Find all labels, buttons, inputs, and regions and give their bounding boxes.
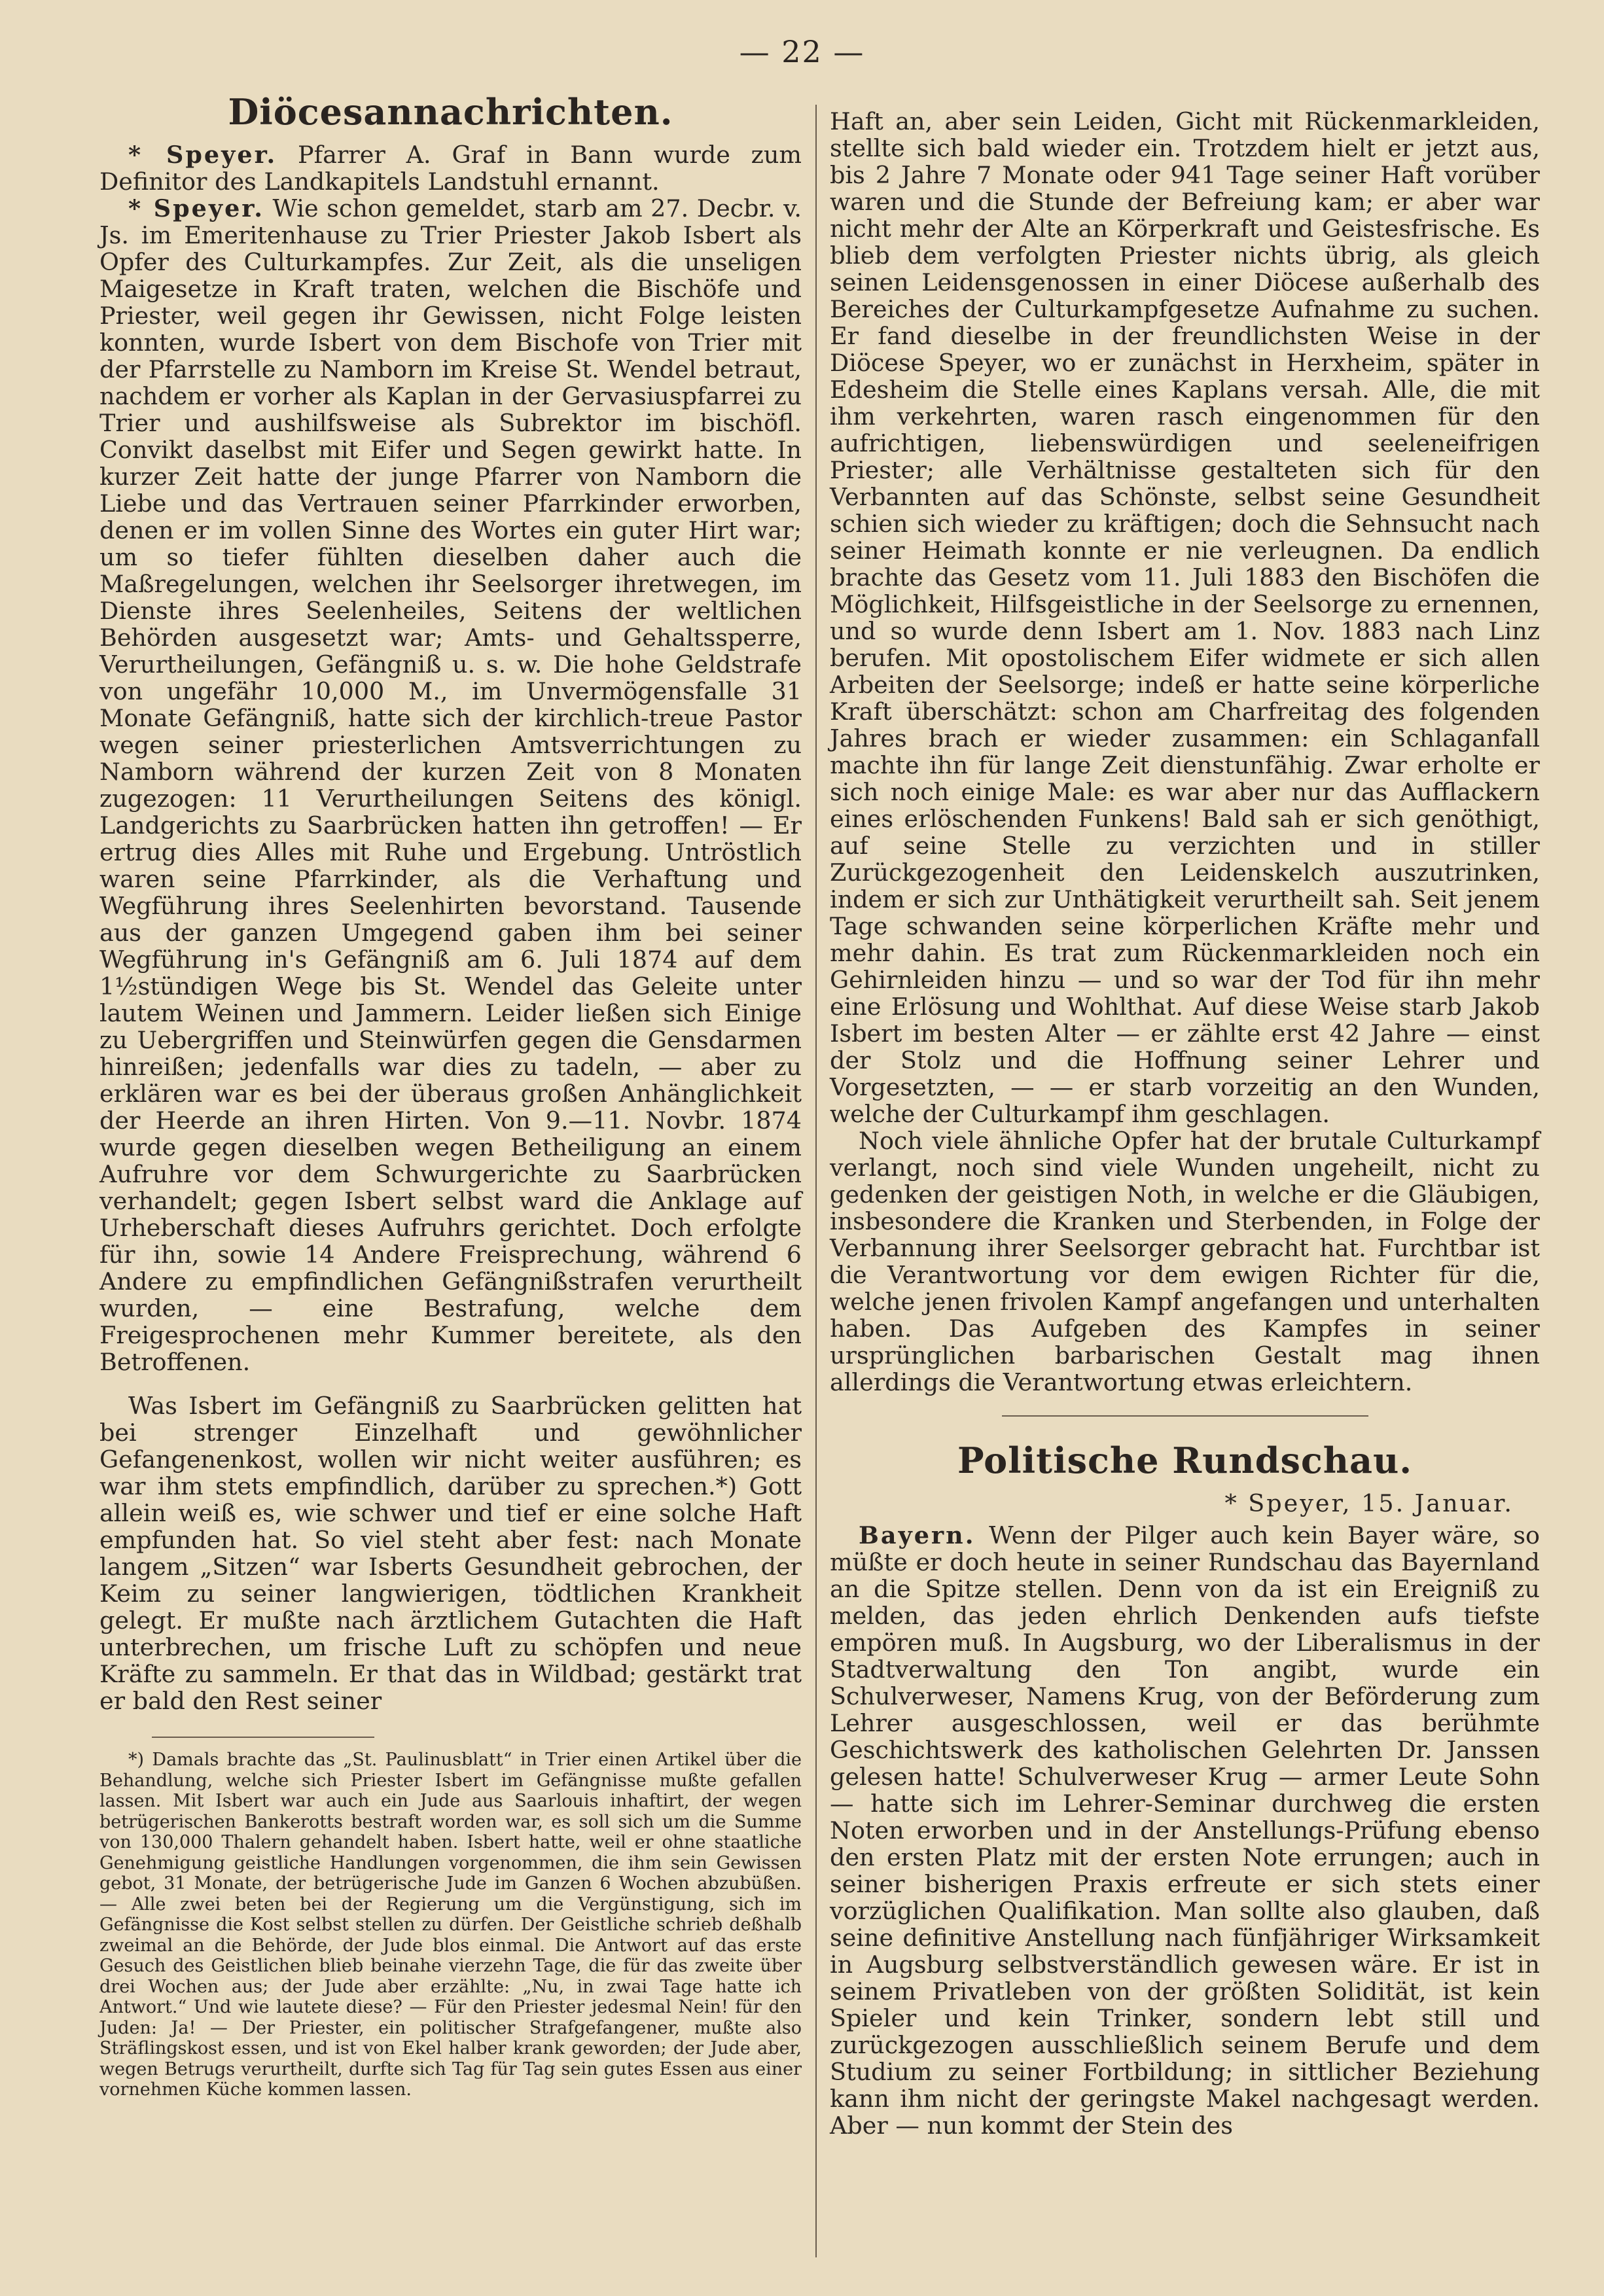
article-text: Wenn der Pilger auch kein Bayer wäre, so müßte er doch heute in seiner Rundschau das Bayernland an die Spitze stellen. Denn von da ist ein Ereigniß zu melden, das jeden ehrlich Denkenden aufs tiefste empören muß. In Augsburg, wo der Liberalismus in der Stadtverwaltung den Ton angibt, wurde ein Schulverweser, Namens Krug, von der Beförderung zum Lehrer ausgeschlossen, weil er das berühmte Geschichtswerk des katholischen Gelehrten Dr. Janssen gelesen hatte! Schulverweser Krug — armer Leute Sohn — hatte sich im Lehrer-Seminar durchweg die ersten Noten erworben und in der Anstellungs-Prüfung ebenso den ersten Platz mit der ersten Note errungen; auch in seiner bisherigen Praxis erfreute er sich stets einer vorzüglichen Qualifikation. Man sollte also glauben, daß seine definitive Anstellung nach fünfjähriger Wirksamkeit in Augsburg selbstverständlich gewesen wäre. Er ist in seinem Privatleben von der größten Solidität, ist kein Spieler und kein Trinker, sondern lebt still und zurückgezogen ausschließlich seinem Berufe und dem Studium zu seiner Fortbildung; in sittlicher Beziehung kann ihm nicht der geringste Makel nachgesagt werden. Aber — nun kommt der Stein des — [830, 1521, 1540, 2140]
article-text: Pfarrer A. Graf in Bann wurde zum Definitor des Landkapitels Landstuhl ernannt. — [99, 141, 802, 196]
page-number: — 22 — — [739, 34, 865, 69]
article-paragraph: Noch viele ähnliche Opfer hat der brutale Culturkampf verlangt, noch sind viele Wunden ungeheilt, nicht zu gedenken der geistigen Noth, in welche er die Gläubigen, insbesondere die Kranken und Sterbenden, in Folge der Verbannung ihrer Seelsorger gebracht hat. Furchtbar ist die Verantwortung vor dem ewigen Richter für die, welche jenen frivolen Kampf angefangen und unterhalten haben. Das Aufgeben des Kampfes in seiner ursprünglichen barbarischen Gestalt mag ihnen allerdings die Verantwortung etwas erleichtern. — [830, 1127, 1540, 1396]
right-column — [830, 108, 1540, 2139]
article-text: Wie schon gemeldet, starb am 27. Decbr. v. Js. im Emeritenhause zu Trier Priester Jakob Isbert als Opfer des Culturkampfes. Zur Zeit, als die unseligen Maigesetze in Kraft traten, welchen die Bischöfe und Priester, weil gegen ihr Gewissen, nicht Folge leisten konnten, wurde Isbert von dem Bischofe von Trier mit der Pfarrstelle zu Namborn im Kreise St. Wendel betraut, nachdem er vorher als Kaplan in der Gervasiuspfarrei zu Trier und aushilfsweise als Subrektor im bischöfl. Convikt daselbst mit Eifer und Segen gewirkt hatte. In kurzer Zeit hatte der junge Pfarrer von Namborn die Liebe und das Vertrauen seiner Pfarrkinder erworben, denen er im vollen Sinne des Wortes ein guter Hirt war; um so tiefer fühlten dieselben daher auch die Maßregelungen, welchen ihr Seelsorger ihretwegen, im Dienste ihres Seelenheiles, Seitens der weltlichen Behörden ausgesetzt war; Amts- und Gehaltssperre, Verurtheilungen, Gefängniß u. s. w. Die hohe Geldstrafe von ungefähr 10,000 M., im Unvermögensfalle 31 Monate Gefängniß, hatte sich der kirchlich-treue Pastor wegen seiner priesterlichen Amtsverrichtungen zu Namborn während der kurzen Zeit von 8 Monaten zugezogen: 11 Verurtheilungen Seitens des königl. Landgerichts zu Saarbrücken hatten ihn getroffen! — Er ertrug dies Alles mit Ruhe und Ergebung. Untröstlich waren seine Pfarrkinder, als die Verhaftung und Wegführung ihres Seelenhirten bevorstand. Tausende aus der ganzen Umgegend gaben ihm bei seiner Wegführung in's Gefängniß am 6. Juli 1874 auf dem 1½stündigen Wege bis St. Wendel das Geleite unter lautem Weinen und Jammern. Leider ließen sich Einige zu Uebergriffen und Steinwürfen gegen die Gensdarmen hinreißen; jedenfalls war dies zu tadeln, — aber zu erklären war es bei der überaus großen Anhänglichkeit der Heerde an ihren Hirten. Von 9.—11. Novbr. 1874 wurde gegen dieselben wegen Betheiligung an einem Aufruhre vor dem Schwurgerichte zu Saarbrücken verhandelt; gegen Isbert selbst ward die Anklage auf Urheberschaft dieses Aufruhrs gerichtet. Doch erfolgte für ihn, sowie 14 Andere Freisprechung, während 6 Andere zu empfindlichen Gefängnißstrafen verurtheilt wurden, — eine Bestrafung, welche dem Freigesprochenen mehr Kummer bereitete, als den Betroffenen. — [99, 194, 802, 1376]
diocesan-news-heading: Diöcesannachrichten. — [228, 91, 673, 133]
spacer — [99, 1375, 802, 1392]
left-column — [99, 92, 802, 2100]
footnote-divider — [152, 1737, 374, 1738]
footnote: *) Damals brachte das „St. Paulinusblatt“ in Trier einen Artikel über die Behandlung, welche sich Priester Isbert im Gefängnisse mußte gefallen lassen. Mit Isbert war auch ein Jude aus Saarlouis inhaftirt, der wegen betrügerischen Bankerotts bestraft worden war, es soll sich um die Summe von 130,000 Thalern gehandelt haben. Isbert hatte, weil er ohne staatliche Genehmigung geistliche Handlungen vorgenommen, die ihm sein Gewissen gebot, 31 Monate, der betrügerische Jude im Ganzen 6 Wochen abzubüßen. — Alle zwei beten bei der Regierung um die Vergünstigung, sich im Gefängnisse die Kost selbst stellen zu dürfen. Der Geistliche schrieb deßhalb zweimal an die Behörde, der Jude blos einmal. Die Antwort auf das erste Gesuch des Geistlichen blieb beinahe vierzehn Tage, die für das zweite über drei Wochen aus; der Jude aber erzählte: „Nu, in zwai Tage hatte ich Antwort.“ Und wie lautete diese? — Für den Priester jedesmal Nein! für den Juden: Ja! — Der Priester, ein politischer Strafgefangener, mußte also Sträflingskost essen, und ist von Ekel halber krank geworden; der Jude aber, wegen Betrugs verurtheilt, durfte sich Tag für Tag sein gutes Essen aus einer vornehmen Küche kommen lassen. — [99, 1750, 802, 2100]
article-paragraph: Was Isbert im Gefängniß zu Saarbrücken gelitten hat bei strenger Einzelhaft und gewöhnlicher Gefangenenkost, wollen wir nicht weiter ausführen; es war ihm stets empfindlich, darüber zu sprechen.*) Gott allein weiß es, wie schwer und tief er eine solche Haft empfunden hat. So viel steht aber fest: nach Monate langem „Sitzen“ war Isberts Gesundheit gebrochen, der Keim zu seiner langwierigen, tödtlichen Krankheit gelegt. Er mußte nach ärztlichem Gutachten die Haft unterbrechen, um frische Luft zu schöpfen und neue Kräfte zu sammeln. Er that das in Wildbad; gestärkt trat er bald den Rest seiner — [99, 1392, 802, 1715]
dateline-prefix: * Speyer. — [128, 141, 277, 169]
political-review-heading: Politische Rundschau. — [957, 1439, 1413, 1481]
article-paragraph — [99, 141, 802, 195]
article-paragraph: Haft an, aber sein Leiden, Gicht mit Rückenmarkleiden, stellte sich bald wieder ein. Trotzdem hielt er jetzt aus, bis 2 Jahre 7 Monate oder 941 Tage seiner Haft vorüber waren und die Stunde der Befreiung kam; er aber war nicht mehr der Alte an Körperkraft und Geistesfrische. Es blieb dem verfolgten Priester nichts übrig, als gleich seinen Leidensgenossen in einer Diöcese außerhalb des Bereiches der Culturkampfgesetze Aufnahme zu suchen. Er fand dieselbe in der freundlichsten Weise in der Diöcese Speyer, wo er zunächst in Herxheim, später in Edesheim die Stelle eines Kaplans versah. Alle, die mit ihm verkehrten, waren rasch eingenommen für den aufrichtigen, liebenswürdigen und seeleneifrigen Priester; alle Verhältnisse gestalteten sich für den Verbannten auf das Schönste, selbst seine Gesundheit schien sich wieder zu kräftigen; doch die Sehnsucht nach seiner Heimath konnte er nie verleugnen. Da endlich brachte das Gesetz vom 11. Juli 1883 den Bischöfen die Möglichkeit, Hilfsgeistliche in der Seelsorge zu ernennen, und so wurde denn Isbert am 1. Nov. 1883 nach Linz berufen. Mit opostolischem Eifer widmete er sich allen Arbeiten der Seelsorge; indeß er hatte seine körperliche Kraft überschätzt: schon am Charfreitag des folgenden Jahres brach er wieder zusammen: ein Schlaganfall machte ihn für lange Zeit dienstunfähig. Zwar erholte er sich noch einige Male: es war aber nur das Aufflackern eines erlöschenden Funkens! Bald sah er sich genöthigt, auf seine Stelle zu verzichten und in stiller Zurückgezogenheit den Leidenskelch auszutrinken, indem er sich zur Unthätigkeit verurtheilt sah. Seit jenem Tage schwanden seine körperlichen Kräfte mehr und mehr dahin. Es trat zum Rückenmarkleiden noch ein Gehirnleiden hinzu — und so war der Tod für ihn mehr eine Erlösung und Wohlthat. Auf diese Weise starb Jakob Isbert im besten Alter — er zählte erst 42 Jahre — einst der Stolz und die Hoffnung seiner Lehrer und Vorgesetzten, — — er starb vorzeitig an den Wunden, welche der Culturkampf ihm geschlagen. — [830, 107, 1540, 1128]
region-prefix: Bayern. — [859, 1521, 976, 1549]
article-paragraph — [99, 195, 802, 1375]
section-divider — [1002, 1415, 1368, 1417]
column-divider — [815, 105, 817, 2257]
dateline: * Speyer, 15. Januar. — [1224, 1489, 1514, 1517]
dateline-prefix: * Speyer. — [128, 194, 264, 222]
article-paragraph — [830, 1522, 1540, 2139]
